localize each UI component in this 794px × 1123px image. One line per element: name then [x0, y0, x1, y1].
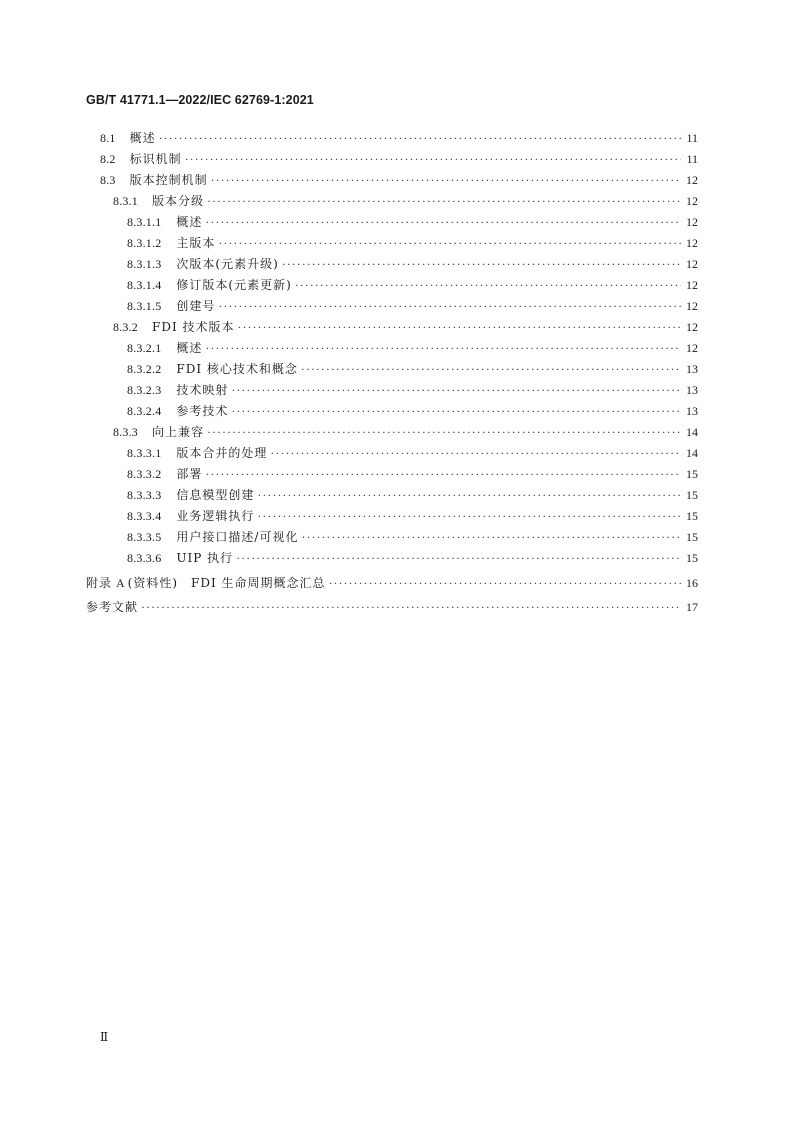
- toc-leader-dots: [257, 506, 681, 526]
- toc-entry-title: 业务逻辑执行: [176, 509, 255, 523]
- toc-leader-dots: [205, 464, 681, 484]
- toc-entry-page: 15: [686, 509, 698, 523]
- toc-entry-page: 12: [686, 341, 698, 355]
- toc-entry-title: FDI 核心技术和概念: [176, 362, 298, 376]
- toc-entry-title: 主版本: [176, 236, 216, 250]
- toc-entry-title: 技术映射: [176, 383, 229, 397]
- toc-entry-8-3-3[interactable]: [113, 422, 698, 442]
- toc-entry-title: 概述: [176, 215, 203, 229]
- toc-leader-dots: [141, 597, 681, 617]
- toc-entry-8-2[interactable]: [100, 149, 698, 169]
- toc-entry-number: 8.3.3.4: [127, 509, 162, 523]
- toc-entry-page: 15: [686, 467, 698, 481]
- toc-entry-page: 12: [686, 194, 698, 208]
- toc-entry-number: 8.3.3.2: [127, 467, 162, 481]
- toc-entry-title: 向上兼容: [152, 425, 205, 439]
- toc-entry-title: 修订版本(元素更新): [176, 278, 292, 292]
- toc-leader-dots: [205, 338, 681, 358]
- toc-entry-page: 16: [686, 576, 698, 590]
- page-number: Ⅱ: [100, 1030, 109, 1044]
- toc-entry-page: 12: [686, 299, 698, 313]
- toc-leader-dots: [238, 317, 681, 337]
- toc-entry-8-1[interactable]: [100, 128, 698, 148]
- toc-entry-page: 12: [686, 320, 698, 334]
- toc-leader-dots: [301, 359, 681, 379]
- toc-entry-number: 8.3.2.2: [127, 362, 162, 376]
- toc-entry-number: 8.3.1.2: [127, 236, 162, 250]
- toc-entry-8-3-3-1[interactable]: [127, 443, 698, 463]
- toc-entry-number: 8.3.3.5: [127, 530, 162, 544]
- toc-entry-page: 17: [686, 600, 698, 614]
- toc-leader-dots: [282, 254, 681, 274]
- toc-entry-number: 8.1: [100, 131, 116, 145]
- toc-entry-8-3-3-2[interactable]: [127, 464, 698, 484]
- toc-entry-page: 12: [686, 173, 698, 187]
- toc-entry-page: 12: [686, 236, 698, 250]
- toc-entry-page: 13: [686, 404, 698, 418]
- toc-entry-8-3-1-2[interactable]: [127, 233, 698, 253]
- toc-entry-number: 8.3.3.6: [127, 551, 162, 565]
- toc-entry-8-3-2-4[interactable]: [127, 401, 698, 421]
- toc-entry-number: 8.3.2: [113, 320, 138, 334]
- toc-entry-title: 次版本(元素升级): [176, 257, 279, 271]
- toc-entry-number: 8.3.1.5: [127, 299, 162, 313]
- toc-leader-dots: [218, 296, 681, 316]
- toc-entry-title: (资料性) FDI 生命周期概念汇总: [127, 576, 326, 590]
- toc-entry-annex-a[interactable]: [86, 573, 698, 593]
- toc-entry-page: 11: [686, 131, 698, 145]
- toc-entry-8-3-2[interactable]: [113, 317, 698, 337]
- toc-entry-page: 11: [686, 152, 698, 166]
- toc-entry-title: 参考技术: [176, 404, 229, 418]
- toc-leader-dots: [185, 149, 681, 169]
- toc-entry-title: 用户接口描述/可视化: [176, 530, 299, 544]
- toc-entry-page: 15: [686, 488, 698, 502]
- toc-entry-number: 8.3.2.4: [127, 404, 162, 418]
- toc-entry-8-3-2-1[interactable]: [127, 338, 698, 358]
- toc-leader-dots: [218, 233, 681, 253]
- toc-entry-8-3-3-6[interactable]: [127, 548, 698, 568]
- toc-leader-dots: [231, 380, 681, 400]
- toc-entry-8-3-3-3[interactable]: [127, 485, 698, 505]
- toc-entry-title: 参考文献: [86, 600, 139, 614]
- toc-entry-title: 信息模型创建: [176, 488, 255, 502]
- toc-entry-title: 版本合并的处理: [176, 446, 268, 460]
- toc-leader-dots: [205, 212, 681, 232]
- toc-entry-number: 8.3.1.1: [127, 215, 162, 229]
- toc-entry-bibliography[interactable]: [86, 597, 698, 617]
- toc-entry-number: 8.3.3.1: [127, 446, 162, 460]
- toc-entry-title: 标识机制: [129, 152, 182, 166]
- toc-entry-number: 8.3.2.3: [127, 383, 162, 397]
- toc-leader-dots: [270, 443, 681, 463]
- toc-entry-page: 12: [686, 257, 698, 271]
- toc-entry-number: 8.3: [100, 173, 116, 187]
- toc-entry-title: 概述: [176, 341, 203, 355]
- toc-entry-page: 12: [686, 215, 698, 229]
- toc-entry-number: 8.3.3.3: [127, 488, 162, 502]
- toc-entry-title: 创建号: [176, 299, 216, 313]
- toc-entry-number: 8.3.1: [113, 194, 138, 208]
- toc-leader-dots: [211, 170, 681, 190]
- toc-entry-page: 14: [686, 446, 698, 460]
- toc-entry-title: 部署: [176, 467, 203, 481]
- toc-leader-dots: [329, 573, 681, 593]
- toc-entry-number: 8.2: [100, 152, 116, 166]
- toc-entry-page: 14: [686, 425, 698, 439]
- toc-leader-dots: [295, 275, 681, 295]
- toc-entry-number: 8.3.1.4: [127, 278, 162, 292]
- toc-entry-page: 15: [686, 530, 698, 544]
- toc-entry-8-3-2-2[interactable]: [127, 359, 698, 379]
- toc-entry-title: FDI 技术版本: [152, 320, 235, 334]
- toc-leader-dots: [207, 191, 681, 211]
- toc-entry-title: 版本分级: [152, 194, 205, 208]
- toc-entry-page: 13: [686, 362, 698, 376]
- toc-entry-number: 8.3.2.1: [127, 341, 162, 355]
- toc-entry-8-3-1-3[interactable]: [127, 254, 698, 274]
- toc-entry-8-3-1[interactable]: [113, 191, 698, 211]
- toc-entry-page: 15: [686, 551, 698, 565]
- toc-entry-8-3-2-3[interactable]: [127, 380, 698, 400]
- toc-entry-8-3-3-5[interactable]: [127, 527, 698, 547]
- toc-entry-page: 13: [686, 383, 698, 397]
- toc-entry-8-3-1-1[interactable]: [127, 212, 698, 232]
- toc-entry-title: 概述: [129, 131, 156, 145]
- toc-entry-number: 8.3.1.3: [127, 257, 162, 271]
- toc-entry-8-3-1-5[interactable]: [127, 296, 698, 316]
- toc-entry-8-3-3-4[interactable]: [127, 506, 698, 526]
- toc-entry-title: 版本控制机制: [129, 173, 208, 187]
- toc-entry-8-3-1-4[interactable]: [127, 275, 698, 295]
- toc-entry-title: UIP 执行: [176, 551, 234, 565]
- toc-leader-dots: [257, 485, 681, 505]
- toc-entry-number: 8.3.3: [113, 425, 138, 439]
- document-header-standard-code: GB/T 41771.1—2022/IEC 62769-1:2021: [86, 93, 314, 107]
- toc-entry-8-3[interactable]: [100, 170, 698, 190]
- toc-entry-number: 附录 A: [86, 576, 126, 590]
- toc-leader-dots: [301, 527, 681, 547]
- toc-leader-dots: [159, 128, 681, 148]
- toc-leader-dots: [231, 401, 681, 421]
- toc-entry-page: 12: [686, 278, 698, 292]
- toc-leader-dots: [236, 548, 681, 568]
- toc-leader-dots: [207, 422, 681, 442]
